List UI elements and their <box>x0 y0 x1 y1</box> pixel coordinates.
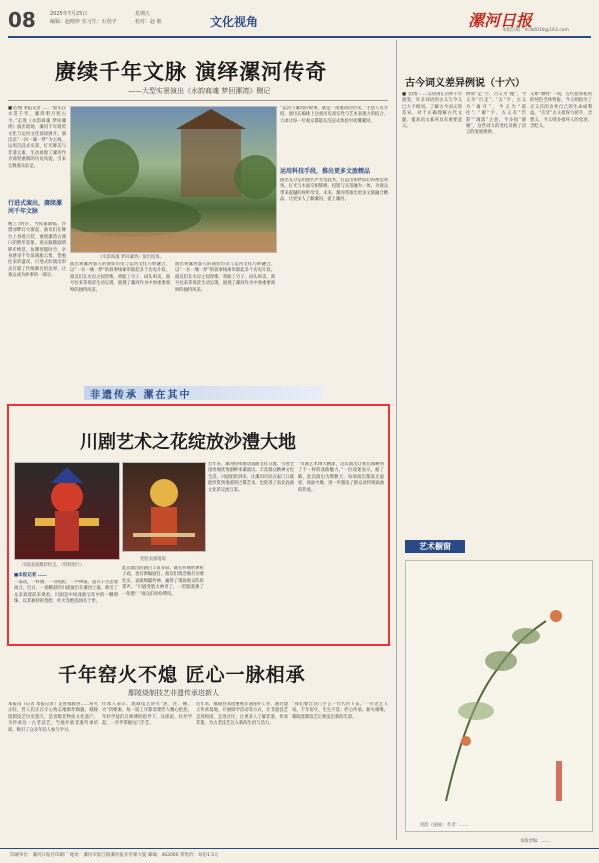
bottom-col1-text: 本报讯（记者 本报记者）走进鄢陵县……窑火正旺，匠人们正在专心致志地制作陶器。鄢陵烧制技艺历史悠久，是省级非物质文化遗产。为传承这一古老技艺，当地开展非遗传承培训，吸引了众多年轻人参与学习。 <box>8 702 98 733</box>
art-tag: 艺术橱窗 <box>405 540 465 553</box>
header-rule <box>8 36 591 38</box>
bottom-col2-text: 传承人表示，烧制技艺讲究“泥、坯、釉、火”四要素，每一道工序都需要匠人精心把控。年轻学徒们在师傅的指导下，从揉泥、拉坯学起，一步步掌握这门手艺。 <box>102 702 192 727</box>
opera-col1-text: 一部戏，一杆旗，一句唱腔，一声锣鼓，道尽千古悲欢离合。近日，一场精彩的川剧演出在漯河上演，吸引了众多戏迷前来观看。川剧是中国戏曲宝库中的一颗明珠，以其独特的变脸、吐火等绝技闻名于世。 <box>14 580 118 605</box>
opera-title: 川剧艺术之花绽放沙澧大地 <box>80 432 296 453</box>
lead-col1-text: ■文/图 本报记者 ……“船头汉水贯千年，漯湾明月照古今。”走进《水韵商魂 梦回漯湾》演出现场，漯河千年商贸文化与运河文化徐徐展开。演出以“一河一城一梦”为主线，运用沉浸式实景、灯光舞美与非遗元素，生动再现了漯河作为商贸重镇的历史风貌，引来无数观众驻足。 <box>8 106 66 169</box>
lead-col1-subhead: 行进式演出，赓续漯河千年文脉 <box>8 200 63 215</box>
opera-byline: ■本报记者 …… <box>14 573 47 578</box>
bottom-subtitle: 鄢陵烧制技艺非遗传承进新人 <box>128 689 219 697</box>
lead-subtitle: ——大型实景演出《水韵商魂 梦回漯湾》侧记 <box>128 87 271 95</box>
lead-photo-caption: 《水韵商魂 梦回漯湾》演出现场。 <box>98 255 164 260</box>
opera-col2-text: 此次演出的剧目丰富多彩，既有传统经典折子戏，也有新编剧目。演员们唱念做打功底扎实，表演细腻传神，赢得了现场观众阵阵掌声。“川剧变脸太神奇了，一眨眼就换了一张脸！”观众们纷纷赞叹。 <box>122 566 204 597</box>
date: 2025年7月25日 <box>50 11 88 17</box>
lead-title: 赓续千年文脉 演绎漯河传奇 <box>55 59 328 84</box>
right-col3-text: 又如“牺牲”一词，古代指祭祀用的纯色全体牲畜，今义则指为了正义目的舍弃自己的生命或利益。“爪牙”古义指得力助手，含褒义，今义则多指坏人的党羽，含贬义。 <box>530 92 592 130</box>
art-painting <box>405 560 593 832</box>
lead-col3-text2: 演出充分运用现代声光电技术，打造出如梦似幻的视觉效果。灯光与水面交相辉映，投影与实景融为一体，为观众带来震撼的视听享受。未来，漯河将推出更多文旅融合精品，让更多人了解漯河、爱上漯河。 <box>280 178 388 203</box>
bottom-title: 千年窑火不熄 匠心一脉相承 <box>58 664 306 686</box>
page-number: 08 <box>8 8 36 32</box>
column-divider <box>396 40 397 840</box>
opera-photo-2 <box>122 462 206 552</box>
opera-col3-text: 近年来，漯河持续推动戏曲文化交流，引进全国各地优秀剧种来漯演出，丰富群众精神文化生活。川剧团的到来，让漯河市民在家门口就能欣赏到地道的巴蜀艺术，也促进了南北戏曲文化的交流互鉴。 <box>208 462 294 493</box>
bottom-col3-text: 近年来，鄢陵县高度重视非遗保护工作，通过建立传承基地、开展研学活动等方式，让非遗技艺走进校园、走进社区，让更多人了解非遗、传承非遗，为古老技艺注入新的生机与活力。 <box>196 702 288 727</box>
footer <box>0 848 599 863</box>
proof-line: 校对：赵 敏 <box>135 19 162 25</box>
banner-text: 非遗传承 漯在其中 <box>90 390 192 401</box>
section-title: 文化视角 <box>210 15 259 29</box>
right-title: 古今词义差异例说（十六） <box>405 78 525 89</box>
lead-col3-subhead: 运用科技手段，推出更多文旅精品 <box>280 168 371 175</box>
lead-photo <box>70 106 277 253</box>
lead-col2b-text: 演出将漯河悠久的商贸历史与运河文化巧妙融合，以“一水一城一梦”的叙事线索串联起多个历史片段。演员们在水岸之间穿梭，将船工号子、码头叫卖、商号往来等场景生动呈现，展现了漯河作为中原重要商埠的独特风采。 <box>175 262 275 293</box>
lead-col2-text: 演出将漯河悠久的商贸历史与运河文化巧妙融合，以“一水一城一梦”的叙事线索串联起多个历史片段。演员们在水岸之间穿梭，将船工号子、码头叫卖、商号往来等场景生动呈现，展现了漯河作为中原重要商埠的独特风采。 <box>70 262 170 293</box>
editor-line: 编辑：赵晴珍 实习生：石创宇 <box>50 19 117 25</box>
right-col1-text: ■ 文/图 ……汉语词汇历经千年演变，许多词语的古义与今义已大不相同。了解古今词义的差异，对于正确理解古代文献、提高语文素养具有重要意义。 <box>402 92 462 130</box>
opera-photo-1 <box>14 462 120 560</box>
footer-text: 印刷单位：漯河日报社印刷厂 地址：漯河市淞江路漯河报业传媒大厦 邮编：462000 零售价：每份1.5元 <box>10 853 219 858</box>
newspaper-logo: 漯河日报 <box>468 11 533 30</box>
lead-col3-text: “运河与漯河的故事，就是一部流动的历史。”主创人员介绍，演出在编排上注重历史真实性与艺术表现力的结合，力求让每一位观众都能在沉浸式体验中读懂漯河。 <box>280 106 388 124</box>
art-caption: 清韵（国画） 作者：…… <box>420 823 469 828</box>
lead-divider <box>8 100 388 101</box>
bottom-col4-text: “我们要让这门手艺一代代传下去。”一位老艺人说。千年窑火，生生不息；匠心传承，薪火相继。鄢陵烧制技艺正焕发出新的光彩。 <box>292 702 388 720</box>
right-col2-text: 例如“走”字，古义为“跑”，今义为“行走”；“去”字，古义为“离开”，今义为“前往”；“谢”字，古义有“告辞”“凋落”之意，今多指“感谢”。这些词义的变化反映了语言的发展规律。 <box>466 92 526 136</box>
editor-note: 本版责编：…… <box>520 839 551 844</box>
weekday: 星期五 <box>135 11 151 17</box>
opera-photo-2-caption: 变脸表演现场 <box>140 557 166 562</box>
lead-col1-text2: 晚上7时许，当夜幕降临，沙澧河畔灯火渐起，演员们在舞台上身着古装，重现漯湾古渡口的繁华景象。观众跟随剧情移步换景，仿佛穿越时空，亲身感受千年前商船云集、货殖往来的盛况。行进式的演出形式打破了传统舞台的边界，让观众成为故事的一部分。 <box>8 222 66 279</box>
opera-col4-text: “川剧艺术博大精深，这次演出让我们领略到了不一样的戏曲魅力。”一位戏迷表示。据了解，此次演出为期数天，每场演出都座无虚席，场面火爆，进一步激发了群众对传统戏曲的热爱。 <box>298 462 384 493</box>
opera-photo-1-caption: 川剧表演精彩纷呈。（资料图片） <box>22 563 85 568</box>
hotline: 本版信箱：lhrb0018@163.com <box>502 28 569 33</box>
